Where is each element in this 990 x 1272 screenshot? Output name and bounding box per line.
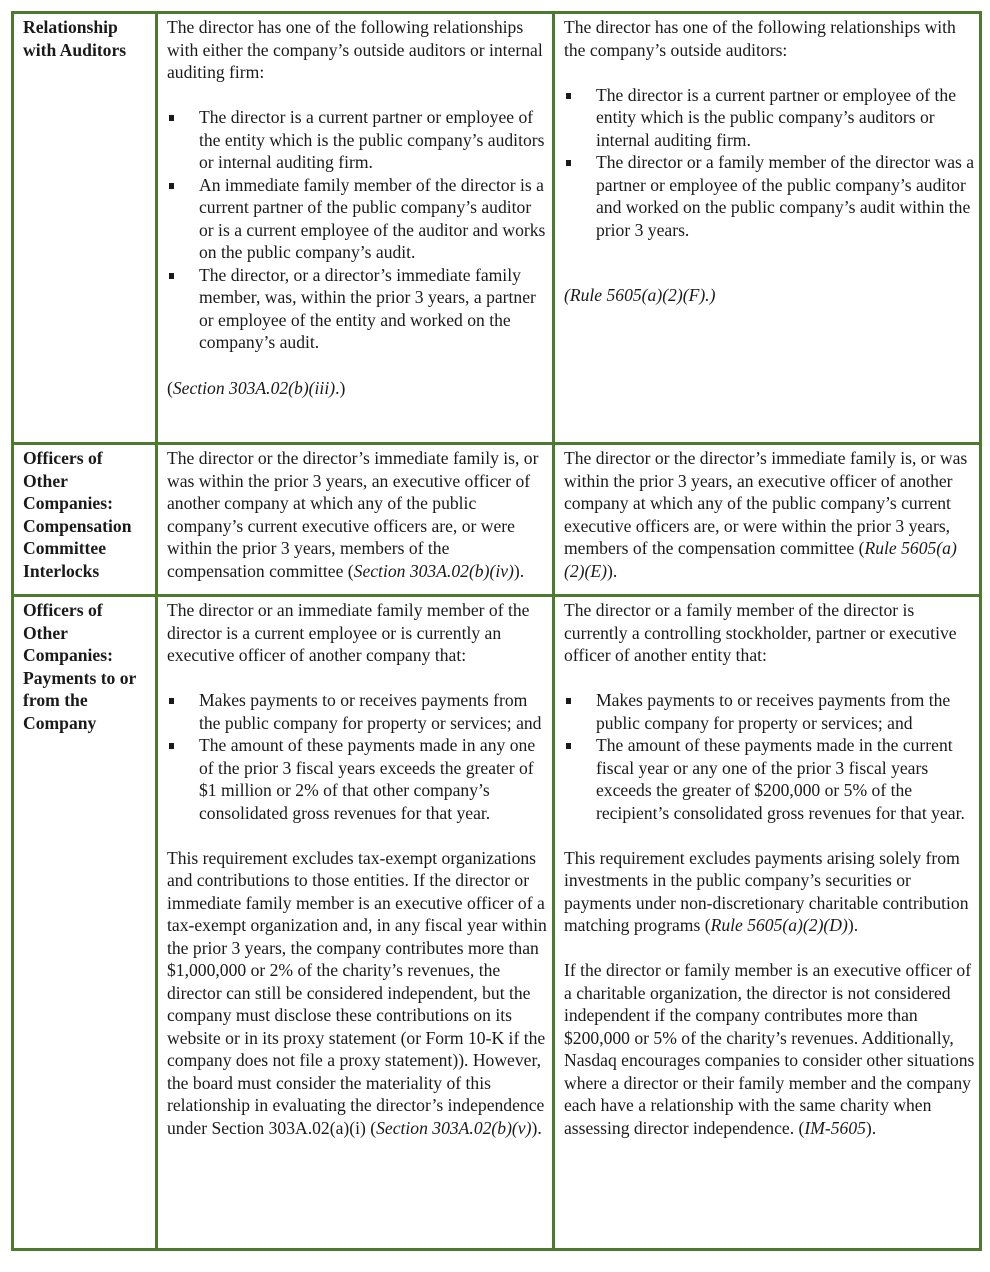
- cell-text: The director or the director’s immediate family is, or was within the prior 3 years, an executive officer of another company at which any of the public company’s current executive officers are, or were within the prior 3 years, members of the compensation committee (Section 303A.02(b)(iv)).: [167, 448, 539, 581]
- nyse-cell: [157, 596, 554, 1250]
- row-label: Officers of Other Companies: Compensation Committee Interlocks: [13, 444, 157, 596]
- cell-intro: The director or a family member of the director is currently a controlling stockholder, partner or executive officer of another entity that:: [564, 600, 957, 665]
- cell-intro: The director has one of the following relationships with either the company’s outside auditors or internal auditing firm:: [167, 17, 543, 82]
- list-item: Makes payments to or receives payments from the public company for property or services; and: [564, 689, 975, 734]
- square-bullet-icon: [169, 698, 174, 704]
- nasdaq-cell: [554, 444, 981, 596]
- square-bullet-icon: [566, 160, 571, 166]
- bullet-list: [564, 84, 975, 242]
- independence-comparison-table: [11, 11, 982, 1251]
- cell-text: The director or the director’s immediate family is, or was within the prior 3 years, an executive officer of another company at which any of the public company’s current executive officers are, or were within the prior 3 years, members of the compensation committee (Rule 5605(a)(2)(E)).: [564, 448, 968, 581]
- citation: (Rule 5605(a)(2)(F).): [564, 284, 716, 305]
- nyse-cell: [157, 444, 554, 596]
- square-bullet-icon: [169, 743, 174, 749]
- nasdaq-cell: [554, 13, 981, 444]
- list-item: The director, or a director’s immediate family member, was, within the prior 3 years, a partner or employee of the entity and worked on the company’s audit.: [167, 264, 548, 354]
- table-row: [13, 596, 981, 1250]
- square-bullet-icon: [566, 93, 571, 99]
- cell-intro: The director has one of the following relationships with the company’s outside auditors:: [564, 17, 956, 60]
- list-item: The amount of these payments made in any one of the prior 3 fiscal years exceeds the greater of $1 million or 2% of that other company’s consolidated gross revenues for that year.: [167, 734, 548, 824]
- list-item: The director is a current partner or employee of the entity which is the public company’s auditors or internal auditing firm.: [167, 106, 548, 174]
- square-bullet-icon: [566, 698, 571, 704]
- square-bullet-icon: [169, 183, 174, 189]
- bullet-list: [167, 106, 548, 354]
- list-item: The director or a family member of the director was a partner or employee of the public company’s auditor and worked on the public company’s audit within the prior 3 years.: [564, 151, 975, 241]
- nasdaq-cell: [554, 596, 981, 1250]
- list-item: The amount of these payments made in the current fiscal year or any one of the prior 3 fiscal years exceeds the greater of $200,000 or 5% of the recipient’s consolidated gross revenues for that year.: [564, 734, 975, 824]
- bullet-list: [167, 689, 548, 824]
- cell-intro: The director or an immediate family member of the director is a current employee or is currently an executive officer of another company that:: [167, 600, 530, 665]
- list-item: An immediate family member of the director is a current partner of the public company’s auditor or is a current employee of the auditor and works on the public company’s audit.: [167, 174, 548, 264]
- cell-paragraph: This requirement excludes payments arising solely from investments in the public company’s securities or payments under non-discretionary charitable contribution matching programs (Rule 5605(a)(2)(D)).: [564, 847, 969, 935]
- square-bullet-icon: [169, 115, 174, 121]
- table-row: [13, 13, 981, 444]
- list-item: The director is a current partner or employee of the entity which is the public company’s auditors or internal auditing firm.: [564, 84, 975, 152]
- citation: (Section 303A.02(b)(iii).): [167, 378, 346, 398]
- cell-paragraph: If the director or family member is an executive officer of a charitable organization, the director is not considered independent if the company contributes more than $200,000 or 5% of the charity’s revenues. Additionally, Nasdaq encourages companies to consider other situations where a director or their family member and the company each have a relationship with the same charity when assessing director independence. (IM-5605).: [564, 960, 975, 1138]
- list-item: Makes payments to or receives payments from the public company for property or services; and: [167, 689, 548, 734]
- row-label: Relationship with Auditors: [13, 13, 157, 444]
- bullet-list: [564, 689, 975, 824]
- nyse-cell: [157, 13, 554, 444]
- square-bullet-icon: [566, 743, 571, 749]
- square-bullet-icon: [169, 273, 174, 279]
- cell-paragraph: This requirement excludes tax-exempt organizations and contributions to those entities. If the director or immediate family member is an executive officer of a tax-exempt organization and, in any fiscal year within the prior 3 years, the company contributes more than $1,000,000 or 2% of the charity’s revenues, the director can still be considered independent, but the company must disclose these contributions on its website or in its proxy statement (or Form 10-K if the company does not file a proxy statement)). However, the board must consider the materiality of this relationship in evaluating the director’s independence under Section 303A.02(a)(i) (Section 303A.02(b)(v)).: [167, 847, 547, 1138]
- row-label: Officers of Other Companies: Payments to or from the Company: [13, 596, 157, 1250]
- table-row: [13, 444, 981, 596]
